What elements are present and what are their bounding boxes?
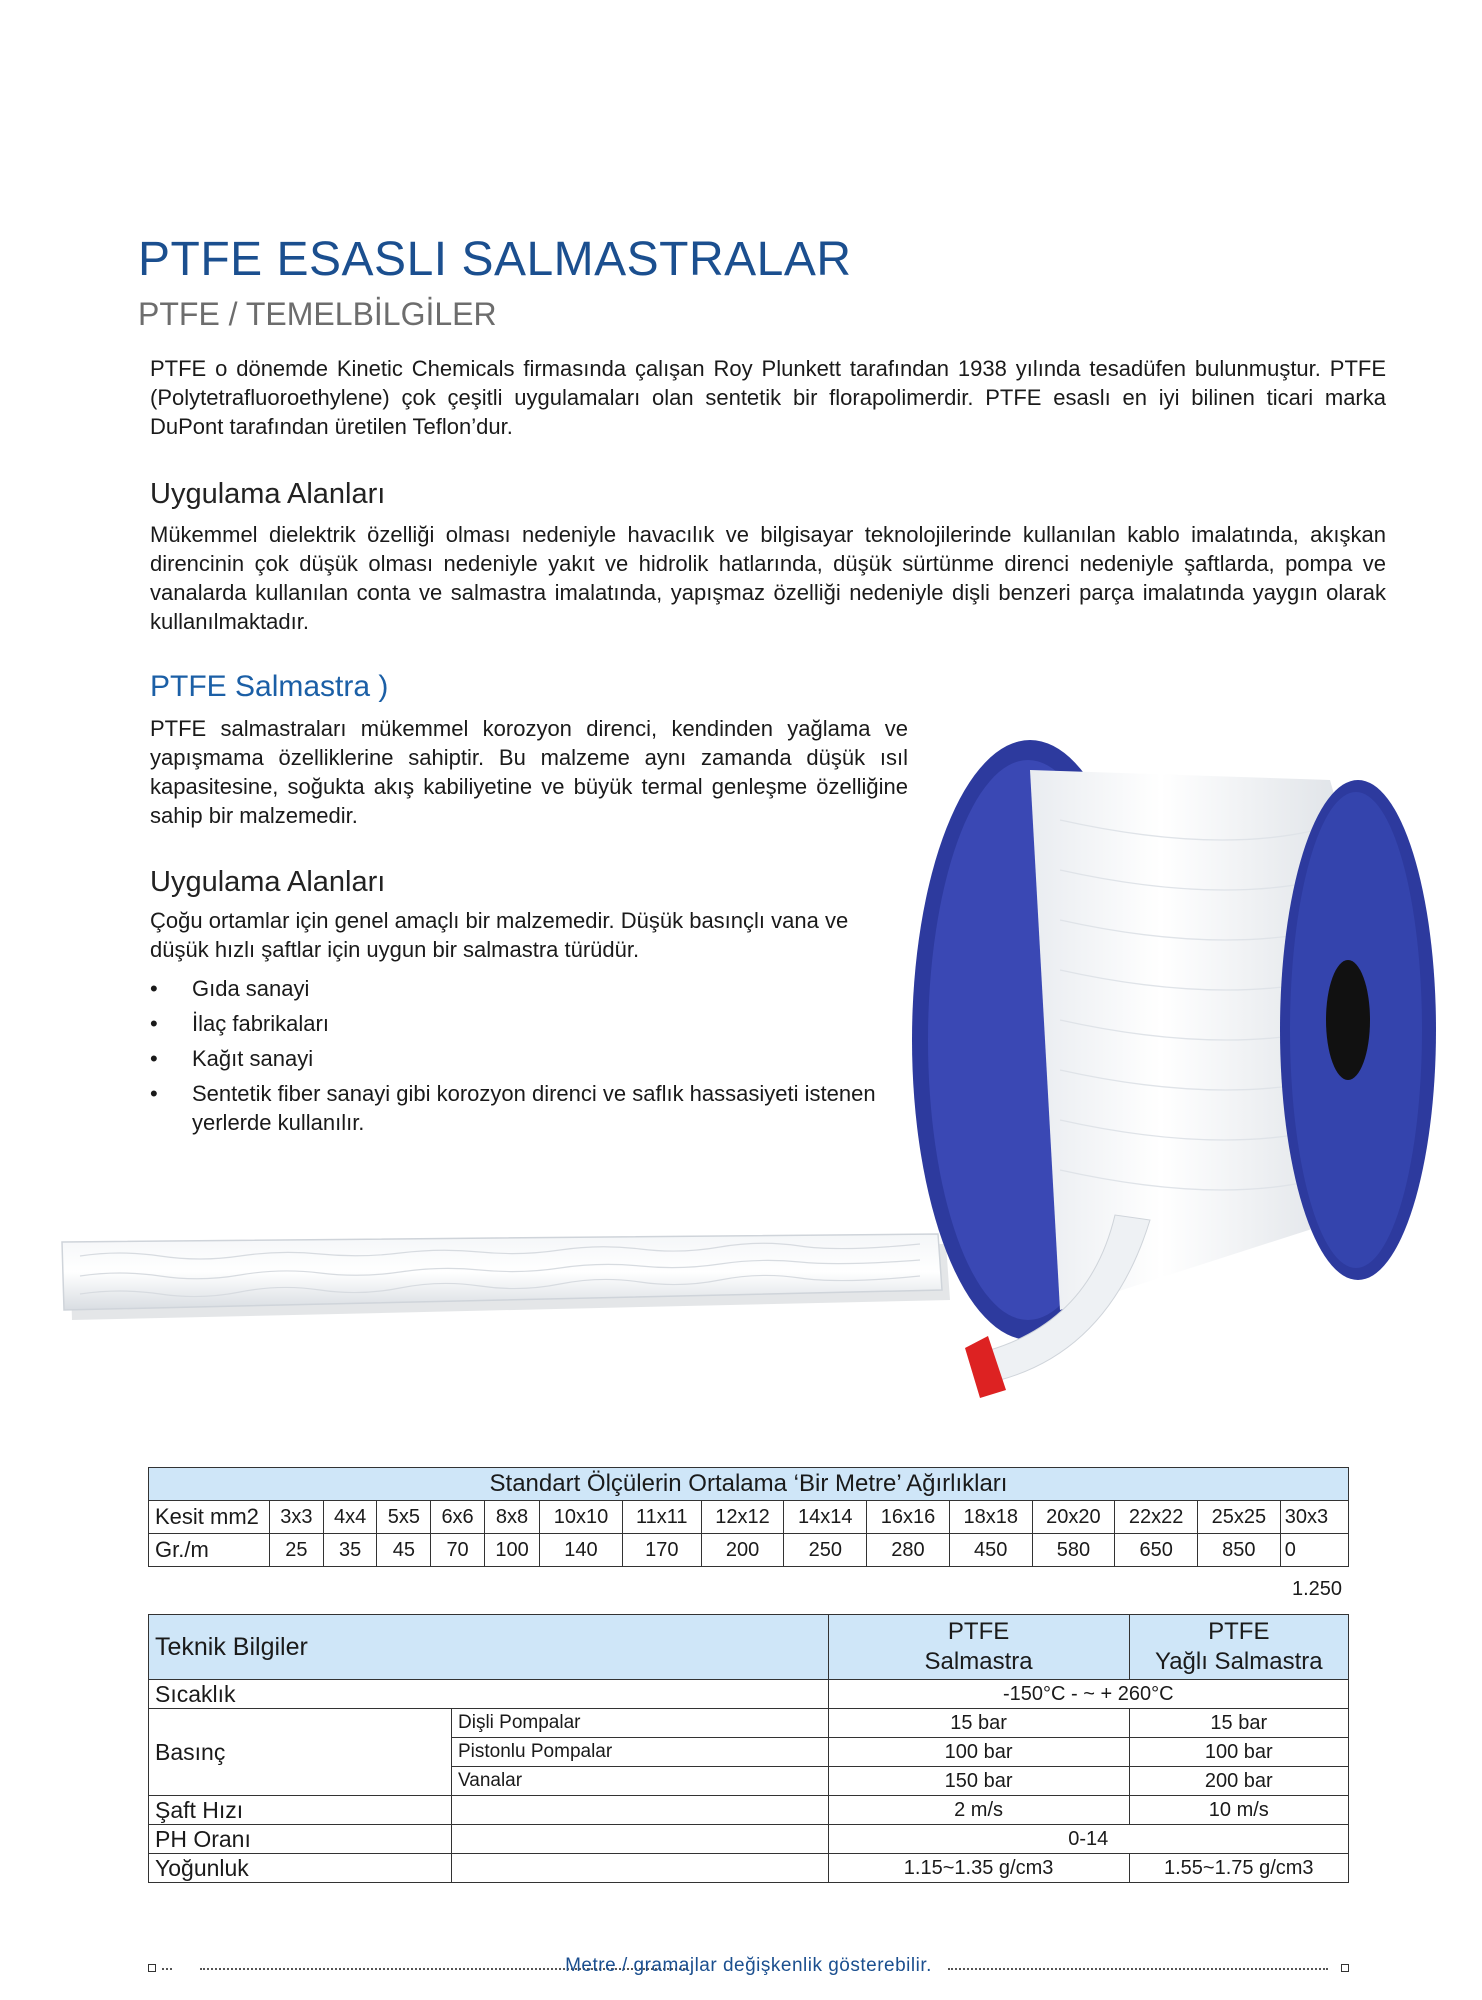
weights-table [148,1467,1349,1567]
weight-cell: 580 [1032,1534,1115,1567]
applications-paragraph: Mükemmel dielektrik özelliği olması nedeniyle havacılık ve bilgisayar teknolojilerinde kullanılan kablo imalatında, akışkan direncinin çok düşük olması nedeniyle yakıt ve hidrolik hatlarında, düşük sürtünme direnci nedeniyle şaftlarda, pompa ve vanalarda kullanılan conta ve salmastra imalatında, yapışmaz özelliği nedeniyle dişli benzeri parça imalatında yaygın olarak kullanılmaktadır. [150,522,1386,634]
packing-spool-image [910,700,1440,1400]
section-heading-applications-2: Uygulama Alanları [150,866,386,898]
size-cell: 3x3 [270,1501,324,1534]
weight-cell: 70 [431,1534,485,1567]
density-label: Yoğunluk [149,1854,452,1883]
weight-cell: 650 [1115,1534,1198,1567]
empty-cell [452,1796,829,1825]
size-cell: 5x5 [377,1501,431,1534]
usage-bullet-list [150,971,890,1137]
pressure-value: 200 bar [1129,1767,1348,1796]
size-cell: 14x14 [784,1501,867,1534]
size-cell: 22x22 [1115,1501,1198,1534]
size-cell: 4x4 [323,1501,377,1534]
list-item: • Kağıt sanayi [150,1041,890,1076]
size-cell: 20x20 [1032,1501,1115,1534]
page-title: PTFE ESASLI SALMASTRALAR [138,233,852,286]
intro-paragraph: PTFE o dönemde Kinetic Chemicals firmasında çalışan Roy Plunkett tarafından 1938 yılında tesadüfen bulunmuştur. PTFE (Polytetrafluoroethylene) çok çeşitli uygulamaları olan sentetik bir florapolimerdir. PTFE esaslı en iyi bilinen ticari marka DuPont tarafından üretilen Teflon’dur. [150,356,1386,439]
pressure-value: 100 bar [1129,1738,1348,1767]
shaft-speed-value: 10 m/s [1129,1796,1348,1825]
table-row [149,1825,1349,1854]
empty-cell [452,1854,829,1883]
footer-marker-icon [1341,1964,1349,1972]
technical-table-title: Teknik Bilgiler [149,1615,829,1680]
packing-strip-image [60,1232,950,1324]
footer-note [148,1955,1349,1983]
weights-table-title: Standart Ölçülerin Ortalama ‘Bir Metre’ Ağırlıkları [149,1468,1349,1501]
weight-cell: 250 [784,1534,867,1567]
table-row [149,1796,1349,1825]
table-row [149,1854,1349,1883]
size-cell: 11x11 [622,1501,701,1534]
temperature-value: -150°C - ~ + 260°C [828,1680,1348,1709]
size-cell: 30x3 [1280,1501,1348,1534]
pressure-value: 100 bar [828,1738,1129,1767]
weight-cell: 35 [323,1534,377,1567]
weight-cell: 25 [270,1534,324,1567]
ph-label: PH Oranı [149,1825,452,1854]
row-label-size: Kesit mm2 [149,1501,270,1534]
pressure-sub-label: Pistonlu Pompalar [452,1738,829,1767]
size-cell: 8x8 [484,1501,539,1534]
technical-table [148,1614,1349,1883]
table-row [149,1501,1349,1534]
footer-divider [948,1968,1328,1970]
product-heading: PTFE Salmastra ) [150,670,389,703]
size-cell: 10x10 [540,1501,623,1534]
table-row [149,1534,1349,1567]
size-cell: 6x6 [431,1501,485,1534]
row-label-weight: Gr./m [149,1534,270,1567]
weight-cell: 450 [949,1534,1032,1567]
weight-cell: 45 [377,1534,431,1567]
bullet-icon: • [150,976,158,1001]
weight-cell: 170 [622,1534,701,1567]
pressure-sub-label: Dişli Pompalar [452,1709,829,1738]
weight-overflow-note: 1.250 [1292,1578,1343,1600]
column-header-ptfe-oiled: PTFE Yağlı Salmastra [1129,1615,1348,1680]
size-cell: 16x16 [867,1501,950,1534]
product-paragraph: PTFE salmastraları mükemmel korozyon direnci, kendinden yağlama ve yapışmama özelliklerine sahiptir. Bu malzeme aynı zamanda düşük ısıl kapasitesine, soğukta akış kabiliyetine ve büyük termal genleşme özelliğine sahip bir malzemedir. [150,716,908,828]
empty-cell [452,1825,829,1854]
ph-value: 0-14 [828,1825,1348,1854]
section-heading-applications: Uygulama Alanları [150,478,386,510]
table-row [149,1680,1349,1709]
bullet-icon: • [150,1081,158,1106]
table-row [149,1709,1349,1738]
density-value: 1.15~1.35 g/cm3 [828,1854,1129,1883]
bullet-icon: • [150,1046,158,1071]
pressure-sub-label: Vanalar [452,1767,829,1796]
weight-cell: 280 [867,1534,950,1567]
list-item: • Gıda sanayi [150,971,890,1006]
temperature-label: Sıcaklık [149,1680,829,1709]
size-cell: 18x18 [949,1501,1032,1534]
list-item: • İlaç fabrikaları [150,1006,890,1041]
size-cell: 12x12 [701,1501,784,1534]
weight-cell: 140 [540,1534,623,1567]
size-cell: 25x25 [1198,1501,1281,1534]
footer-text: Metre / gramajlar değişkenlik gösterebilir. [565,1955,932,1976]
list-item: • Sentetik fiber sanayi gibi korozyon direnci ve saflık hassasiyeti istenen yerlerde kullanılır. [150,1081,876,1135]
weight-cell: 0 [1280,1534,1348,1567]
weight-cell: 200 [701,1534,784,1567]
pressure-value: 150 bar [828,1767,1129,1796]
page-subtitle: PTFE / TEMELBİLGİLER [138,296,497,332]
bullet-icon: • [150,1011,158,1036]
pressure-label: Basınç [149,1709,452,1796]
weight-cell: 100 [484,1534,539,1567]
shaft-speed-value: 2 m/s [828,1796,1129,1825]
applications-paragraph-2: Çoğu ortamlar için genel amaçlı bir malzemedir. Düşük basınçlı vana ve düşük hızlı şaftlar için uygun bir salmastra türüdür. [150,908,849,962]
density-value: 1.55~1.75 g/cm3 [1129,1854,1348,1883]
column-header-ptfe: PTFE Salmastra [828,1615,1129,1680]
pressure-value: 15 bar [828,1709,1129,1738]
pressure-value: 15 bar [1129,1709,1348,1738]
shaft-speed-label: Şaft Hızı [149,1796,452,1825]
weight-cell: 850 [1198,1534,1281,1567]
